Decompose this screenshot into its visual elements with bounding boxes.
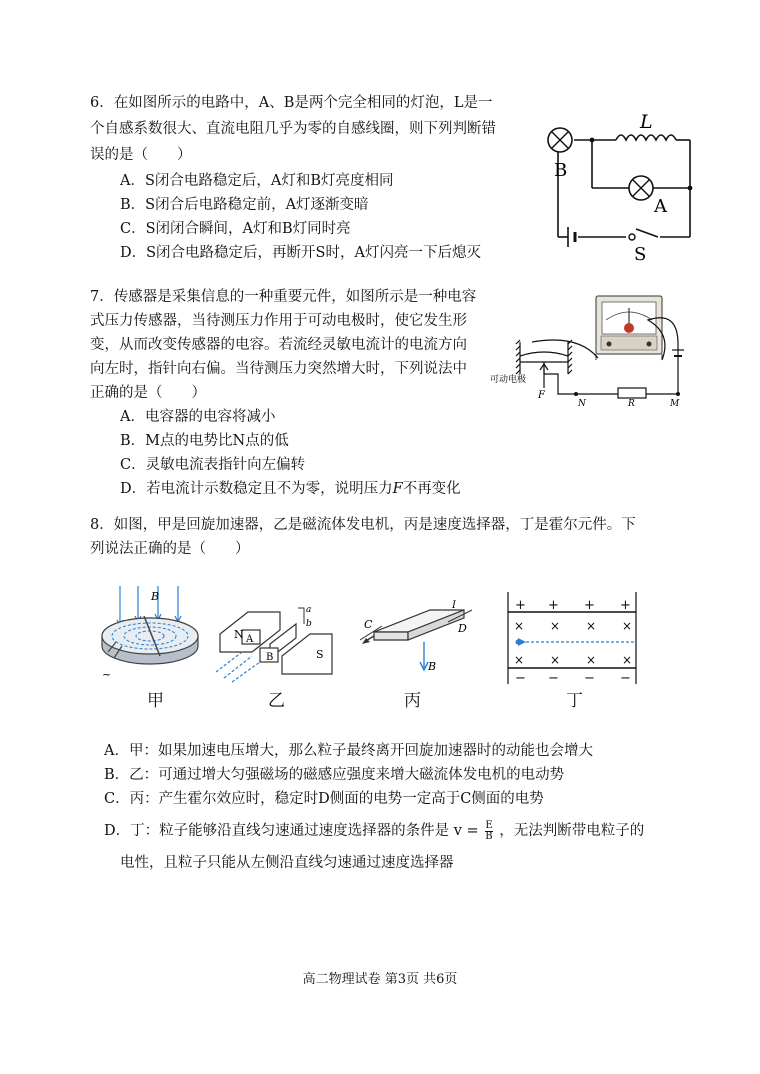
mhd-label-s: S — [316, 648, 324, 661]
label-r: R — [628, 399, 635, 409]
mhd-label-a-terminal: a — [306, 605, 312, 615]
q8-option-d: D．丁：粒子能够沿直线匀速通过速度选择器的条件是 v = $\frac{E}{B}$ ，无法判断带电粒子的 — [104, 819, 645, 842]
q6-circuit-figure — [528, 104, 708, 268]
mhd-label-a: A — [246, 634, 254, 645]
q8-stem-line1: 8．如图，甲是回旋加速器，乙是磁流体发电机，丙是速度选择器，丁是霍尔元件。下 — [90, 517, 636, 533]
svg-text:×: × — [622, 653, 633, 667]
lamp-a — [629, 176, 653, 200]
cyclotron-label-b: B — [151, 590, 160, 603]
q7-option-b: B．M点的电势比N点的低 — [120, 433, 289, 449]
svg-text:−: − — [548, 671, 559, 684]
q8-option-d-line2: 电性，且粒子只能从左侧沿直线匀速通过速度选择器 — [120, 855, 454, 871]
svg-text:−: − — [515, 671, 526, 684]
svg-text:×: × — [622, 619, 633, 633]
cyclotron-figure — [92, 586, 212, 684]
q7-option-a: A．电容器的电容将减小 — [120, 409, 276, 425]
q7-stem-line3: 变，从而改变传感器的电容。若流经灵敏电流计的电流方向 — [90, 337, 467, 353]
velocity-selector-figure — [502, 592, 642, 684]
label-f: F — [538, 390, 545, 401]
q6-option-c: C．S闭闭合瞬间，A灯和B灯同时亮 — [120, 221, 351, 237]
q7-stem-line1: 7．传感器是采集信息的一种重要元件，如图所示是一种电容 — [90, 289, 477, 305]
q8-stem-line2: 列说法正确的是（ ） — [90, 541, 250, 557]
label-movable-electrode: 可动电极 — [490, 375, 527, 385]
label-n: N — [578, 399, 586, 409]
svg-text:+: + — [584, 598, 595, 613]
label-m: M — [670, 399, 680, 409]
q7-stem-line2: 式压力传感器，当待测压力作用于可动电极时，使它发生形 — [90, 313, 467, 329]
label-l: L — [640, 111, 653, 133]
caption-yi: 乙 — [268, 691, 285, 711]
galvanometer — [596, 296, 662, 360]
hall-label-i: I — [452, 600, 456, 611]
svg-text:+: + — [548, 598, 559, 613]
mhd-label-n: N — [234, 628, 244, 641]
svg-text:×: × — [514, 653, 525, 667]
caption-bing: 丙 — [404, 691, 421, 711]
hall-label-c: C — [364, 618, 373, 631]
caption-jia: 甲 — [147, 691, 164, 711]
svg-text:×: × — [550, 653, 561, 667]
q6-stem-line3: 误的是（ ） — [90, 147, 192, 163]
caption-ding: 丁 — [566, 691, 583, 711]
fraction-e-over-b: $\frac{E}{B}$ — [485, 819, 493, 842]
q8-option-b: B．乙：可通过增大匀强磁场的磁感应强度来增大磁流体发电机的电动势 — [104, 767, 565, 783]
label-a: A — [654, 196, 667, 217]
q6-option-d: D．S闭合电路稳定后，再断开S时，A灯闪亮一下后熄灭 — [120, 245, 481, 261]
q6-stem-line2: 个自感系数很大、直流电阻几乎为零的自感线圈，则下列判断错 — [90, 121, 496, 137]
hall-element-figure — [360, 600, 480, 684]
q8-option-a: A．甲：如果加速电压增大，那么粒子最终离开回旋加速器时的动能也会增大 — [104, 743, 593, 759]
svg-text:−: − — [584, 671, 595, 684]
page-footer: 高二物理试卷 第3页 共6页 — [302, 972, 458, 987]
q6-option-b: B．S闭合后电路稳定前，A灯逐渐变暗 — [120, 197, 369, 213]
label-s: S — [634, 244, 647, 265]
q7-sensor-figure — [488, 290, 688, 410]
q6-stem-line1: 6．在如图所示的电路中，A、B是两个完全相同的灯泡，L是一 — [90, 95, 493, 111]
svg-text:×: × — [586, 619, 597, 633]
q7-stem-line4: 向左时，指针向右偏。当待测压力突然增大时，下列说法中 — [90, 361, 467, 377]
svg-text:×: × — [514, 619, 525, 633]
mhd-generator-figure — [212, 604, 336, 684]
q7-stem-line5: 正确的是（ ） — [90, 385, 206, 401]
cyclotron-label-ac: ~ — [102, 668, 112, 681]
mhd-label-b-plate: B — [266, 652, 274, 663]
q7-option-d: D．若电流计示数稳定且不为零，说明压力F不再变化 — [120, 481, 461, 497]
hall-label-b: B — [428, 660, 437, 673]
svg-text:+: + — [515, 598, 526, 613]
svg-text:−: − — [620, 671, 631, 684]
q7-option-c: C．灵敏电流表指针向左偏转 — [120, 457, 306, 473]
svg-text:×: × — [586, 653, 597, 667]
q8-option-c: C．丙：产生霍尔效应时，稳定时D侧面的电势一定高于C侧面的电势 — [104, 791, 544, 807]
svg-text:×: × — [550, 619, 561, 633]
lamp-b — [548, 128, 572, 152]
svg-text:+: + — [620, 598, 631, 613]
label-b: B — [554, 160, 568, 181]
hall-label-d: D — [458, 622, 467, 635]
mhd-label-b-terminal: b — [306, 619, 312, 629]
q6-option-a: A．S闭合电路稳定后，A灯和B灯亮度相同 — [120, 173, 394, 189]
switch-pivot — [629, 234, 635, 240]
